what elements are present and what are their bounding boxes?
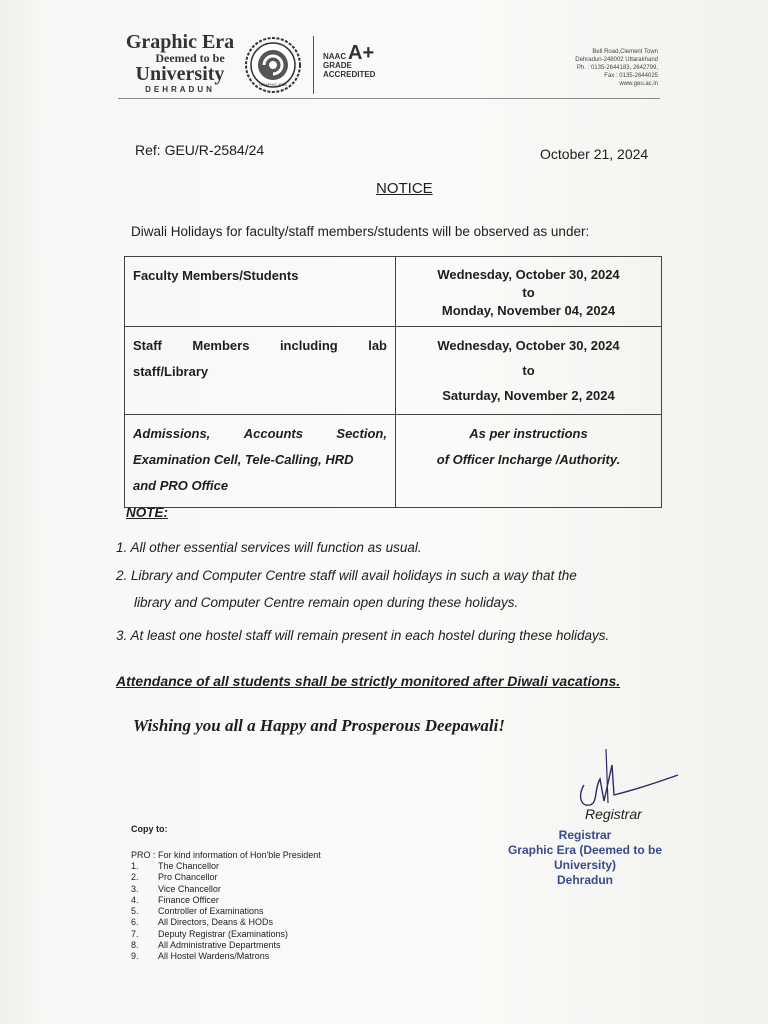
recipient-name: The Chancellor bbox=[158, 861, 220, 871]
period-to: to bbox=[522, 363, 535, 378]
group-name-line-2: staff/Library bbox=[133, 364, 209, 379]
header-rule bbox=[118, 98, 660, 99]
recipient-name: All Hostel Wardens/Matrons bbox=[158, 951, 270, 962]
period-end: Monday, November 04, 2024 bbox=[441, 303, 616, 318]
logo-line-4: DEHRADUN bbox=[145, 85, 215, 94]
group-cell bbox=[125, 415, 396, 508]
naac-grade: A+ bbox=[348, 42, 375, 64]
recipient-number: 6. bbox=[131, 917, 139, 928]
logo-line-1: Graphic Era bbox=[125, 31, 235, 53]
naac-badge bbox=[323, 42, 376, 79]
list-item bbox=[131, 917, 288, 928]
period-cell bbox=[396, 257, 662, 327]
address-line-1: Bell Road,Clement Town bbox=[592, 49, 658, 55]
group-word: lab bbox=[368, 338, 387, 353]
seal-text: GRAPHIC ERA bbox=[259, 82, 287, 87]
copy-to-heading: Copy to: bbox=[131, 824, 168, 834]
list-item bbox=[131, 951, 288, 962]
letterhead bbox=[118, 32, 658, 98]
university-seal-icon bbox=[244, 36, 302, 94]
group-name: Faculty Members/Students bbox=[133, 268, 299, 283]
table-row bbox=[125, 257, 662, 327]
recipient-name: Controller of Examinations bbox=[158, 906, 264, 917]
recipient-name: Deputy Registrar (Examinations) bbox=[158, 928, 289, 939]
period-cell bbox=[396, 415, 662, 508]
list-item bbox=[131, 906, 288, 917]
recipient-number: 2. bbox=[131, 872, 139, 883]
naac-line-2: GRADE bbox=[323, 61, 352, 70]
group-word: including bbox=[279, 338, 338, 353]
note-heading: NOTE: bbox=[126, 505, 168, 520]
copy-pro-line: PRO : For kind information of Hon'ble President bbox=[131, 850, 321, 860]
period-instruction-1: As per instructions bbox=[469, 426, 588, 441]
notice-intro: Diwali Holidays for faculty/staff members/students will be observed as under: bbox=[131, 224, 590, 239]
group-cell bbox=[125, 257, 396, 327]
holiday-schedule-table bbox=[124, 256, 662, 508]
registrar-stamp bbox=[480, 828, 690, 888]
group-name-line-1 bbox=[133, 421, 387, 447]
recipient-name: Pro Chancellor bbox=[158, 872, 218, 883]
university-logo-text bbox=[118, 32, 242, 96]
website-line: www.geu.ac.in bbox=[619, 81, 658, 87]
recipient-number: 4. bbox=[131, 894, 139, 905]
group-name-line-2: Examination Cell, Tele-Calling, HRD bbox=[133, 452, 354, 467]
table-row bbox=[125, 327, 662, 415]
recipient-number: 5. bbox=[131, 906, 139, 917]
recipient-number: 3. bbox=[131, 883, 139, 894]
fax-line: Fax : 0135-2644025 bbox=[604, 73, 658, 79]
reference-number: Ref: GEU/R-2584/24 bbox=[135, 142, 265, 158]
header-divider bbox=[313, 36, 314, 94]
naac-line-1: NAAC bbox=[323, 52, 347, 61]
stamp-line-3: Dehradun bbox=[556, 873, 613, 887]
naac-line-3: ACCREDITED bbox=[323, 70, 376, 79]
address-line-2: Dehradun-248002 Uttarakhand bbox=[575, 57, 658, 63]
recipient-number: 1. bbox=[131, 861, 139, 871]
stamp-line-2: Graphic Era (Deemed to be University) bbox=[507, 843, 663, 872]
period-cell bbox=[396, 327, 662, 415]
recipient-number: 9. bbox=[131, 951, 139, 962]
note-item-2a: 2. Library and Computer Centre staff will avail holidays in such a way that the bbox=[116, 568, 577, 583]
list-item bbox=[131, 872, 288, 883]
attendance-notice: Attendance of all students shall be strictly monitored after Diwali vacations. bbox=[116, 673, 621, 689]
logo-line-2: Deemed to be bbox=[155, 51, 225, 65]
recipient-number: 7. bbox=[131, 928, 139, 939]
list-item bbox=[131, 884, 288, 895]
group-word: Members bbox=[192, 338, 250, 353]
period-start: Wednesday, October 30, 2024 bbox=[437, 267, 620, 282]
phone-line: Ph. : 0135-2644183, 2642799, bbox=[576, 65, 658, 71]
group-word: Admissions, bbox=[133, 426, 211, 441]
contact-block bbox=[575, 48, 658, 88]
recipient-name: All Administrative Departments bbox=[158, 940, 281, 951]
logo-line-3: University bbox=[135, 63, 225, 85]
recipient-name: Finance Officer bbox=[158, 894, 219, 905]
list-item bbox=[131, 895, 288, 906]
group-name-line-3: and PRO Office bbox=[133, 478, 229, 493]
recipient-number: 8. bbox=[131, 940, 139, 951]
period-start: Wednesday, October 30, 2024 bbox=[437, 338, 620, 353]
list-item bbox=[131, 861, 288, 872]
table-row bbox=[125, 415, 662, 508]
recipient-name: All Directors, Deans & HODs bbox=[158, 917, 274, 928]
group-cell bbox=[125, 327, 396, 415]
notice-date: October 21, 2024 bbox=[540, 146, 649, 162]
notice-title: NOTICE bbox=[376, 180, 433, 197]
stamp-line-1: Registrar bbox=[558, 828, 612, 842]
festival-wish: Wishing you all a Happy and Prosperous Deepawali! bbox=[133, 716, 505, 735]
copy-recipient-list bbox=[131, 861, 288, 963]
recipient-name: Vice Chancellor bbox=[158, 883, 221, 894]
group-word: Accounts bbox=[243, 426, 303, 441]
period-end: Saturday, November 2, 2024 bbox=[442, 388, 615, 403]
note-item-1: 1. All other essential services will function as usual. bbox=[116, 540, 422, 555]
list-item bbox=[131, 929, 288, 940]
group-word: Staff bbox=[133, 338, 162, 353]
period-to: to bbox=[522, 285, 535, 300]
period-instruction-2: of Officer Incharge /Authority. bbox=[436, 452, 621, 467]
note-item-2b: library and Computer Centre remain open during these holidays. bbox=[134, 595, 519, 610]
signatory-title: Registrar bbox=[585, 806, 642, 822]
group-name-line-1 bbox=[133, 333, 387, 359]
note-item-3: 3. At least one hostel staff will remain present in each hostel during these holidays. bbox=[116, 628, 610, 643]
list-item bbox=[131, 940, 288, 951]
group-word: Section, bbox=[336, 426, 387, 441]
